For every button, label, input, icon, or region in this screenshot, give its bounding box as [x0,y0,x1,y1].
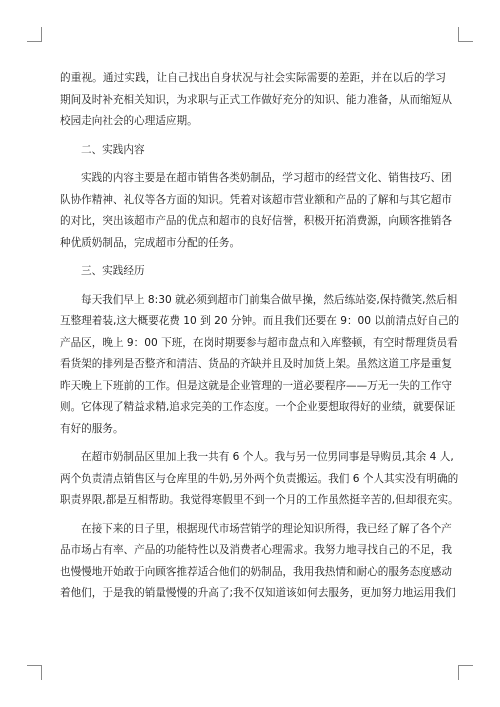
text-line: 两个负责清点销售区与仓库里的牛奶,另外两个负责搬运。我们 6 个人其实没有明确的 [60,472,459,485]
text-line: 则。它体现了精益求精,追求完美的工作态度。一个企业要想取得好的业绩，就要保证 [60,401,456,413]
text-line: 看货架的排列是否整齐和清洁、货品的齐缺并且及时加货上架。虽然这道工序是重复 [60,358,452,370]
text-line: 实践的内容主要是在超市销售各类奶制品，学习超市的经营文化、销售技巧、团 [81,172,452,184]
crop-mark-bottom-right [458,665,473,680]
paragraph-team-members [60,447,459,512]
text-line: 职责界限,都是互相帮助。我觉得寒假里不到一个月的工作虽然挺辛苦的,但却很充实。 [60,494,459,506]
paragraph-practice-content [60,168,452,254]
crop-mark-top-left [27,27,42,42]
text-line: 每天我们早上 8:30 就必须到超市门前集合做早操，然后练站姿,保持微笑,然后相 [81,293,458,306]
text-line: 的重视。通过实践，让自己找出自身状况与社会实际需要的差距，并在以后的学习 [60,72,446,84]
text-line: 昨天晚上下班前的工作。但是这就是企业管理的一道必要程序——万无一失的工作守 [60,379,452,392]
document-body [60,68,460,612]
paragraph-intro-continuation [60,68,452,133]
text-line: 互整理着装,这大概要花费 10 到 20 分钟。而且我们还要在 9：00 以前清点好自己的 [60,315,460,327]
text-line: 在超市奶制品区里加上我一共有 6 个人。我与另一位男同事是导购员,其余 4 人, [81,451,454,463]
text-line: 着他们，于是我的销量慢慢的升高了;我不仅知道该如何去服务，更加努力地运用我们 [60,587,456,599]
text-line: 产品区，晚上 9：00 下班，在岗时期要参与超市盘点和入库整顿，有空时帮理货员看 [60,336,458,349]
text-line: 品市场占有率、产品的功能特性以及消费者心理需求。我努力地寻找自己的不足，我 [60,544,452,556]
paragraph-following-days [60,519,456,605]
section-heading-practice-content: 二、实践内容 [81,143,145,156]
crop-mark-top-right [458,27,473,42]
text-line: 有好的服务。 [60,422,124,435]
text-line: 队协作精神、礼仪等各方面的知识。凭着对该超市营业额和产品的了解和与其它超市 [60,193,452,206]
section-heading-practice-experience: 三、实践经历 [81,265,145,277]
text-line: 也慢慢地开始敢于向顾客推荐适合他们的奶制品，我用我热情和耐心的服务态度感动 [60,565,452,578]
text-line: 在接下来的日子里，根据现代市场营销学的理论知识所得，我已经了解了各个产 [81,522,452,535]
text-line: 期间及时补充相关知识，为求职与正式工作做好充分的知识、能力准备，从而缩短从 [60,93,452,106]
text-line: 校园走向社会的心理适应期。 [60,115,198,127]
paragraph-daily-routine [60,290,460,441]
text-line: 种优质奶制品，完成超市分配的任务。 [60,236,241,249]
text-line: 的对比，突出该超市产品的优点和超市的良好信誉，积极开拓消费源，向顾客推销各 [60,215,452,227]
crop-mark-bottom-left [27,665,42,680]
